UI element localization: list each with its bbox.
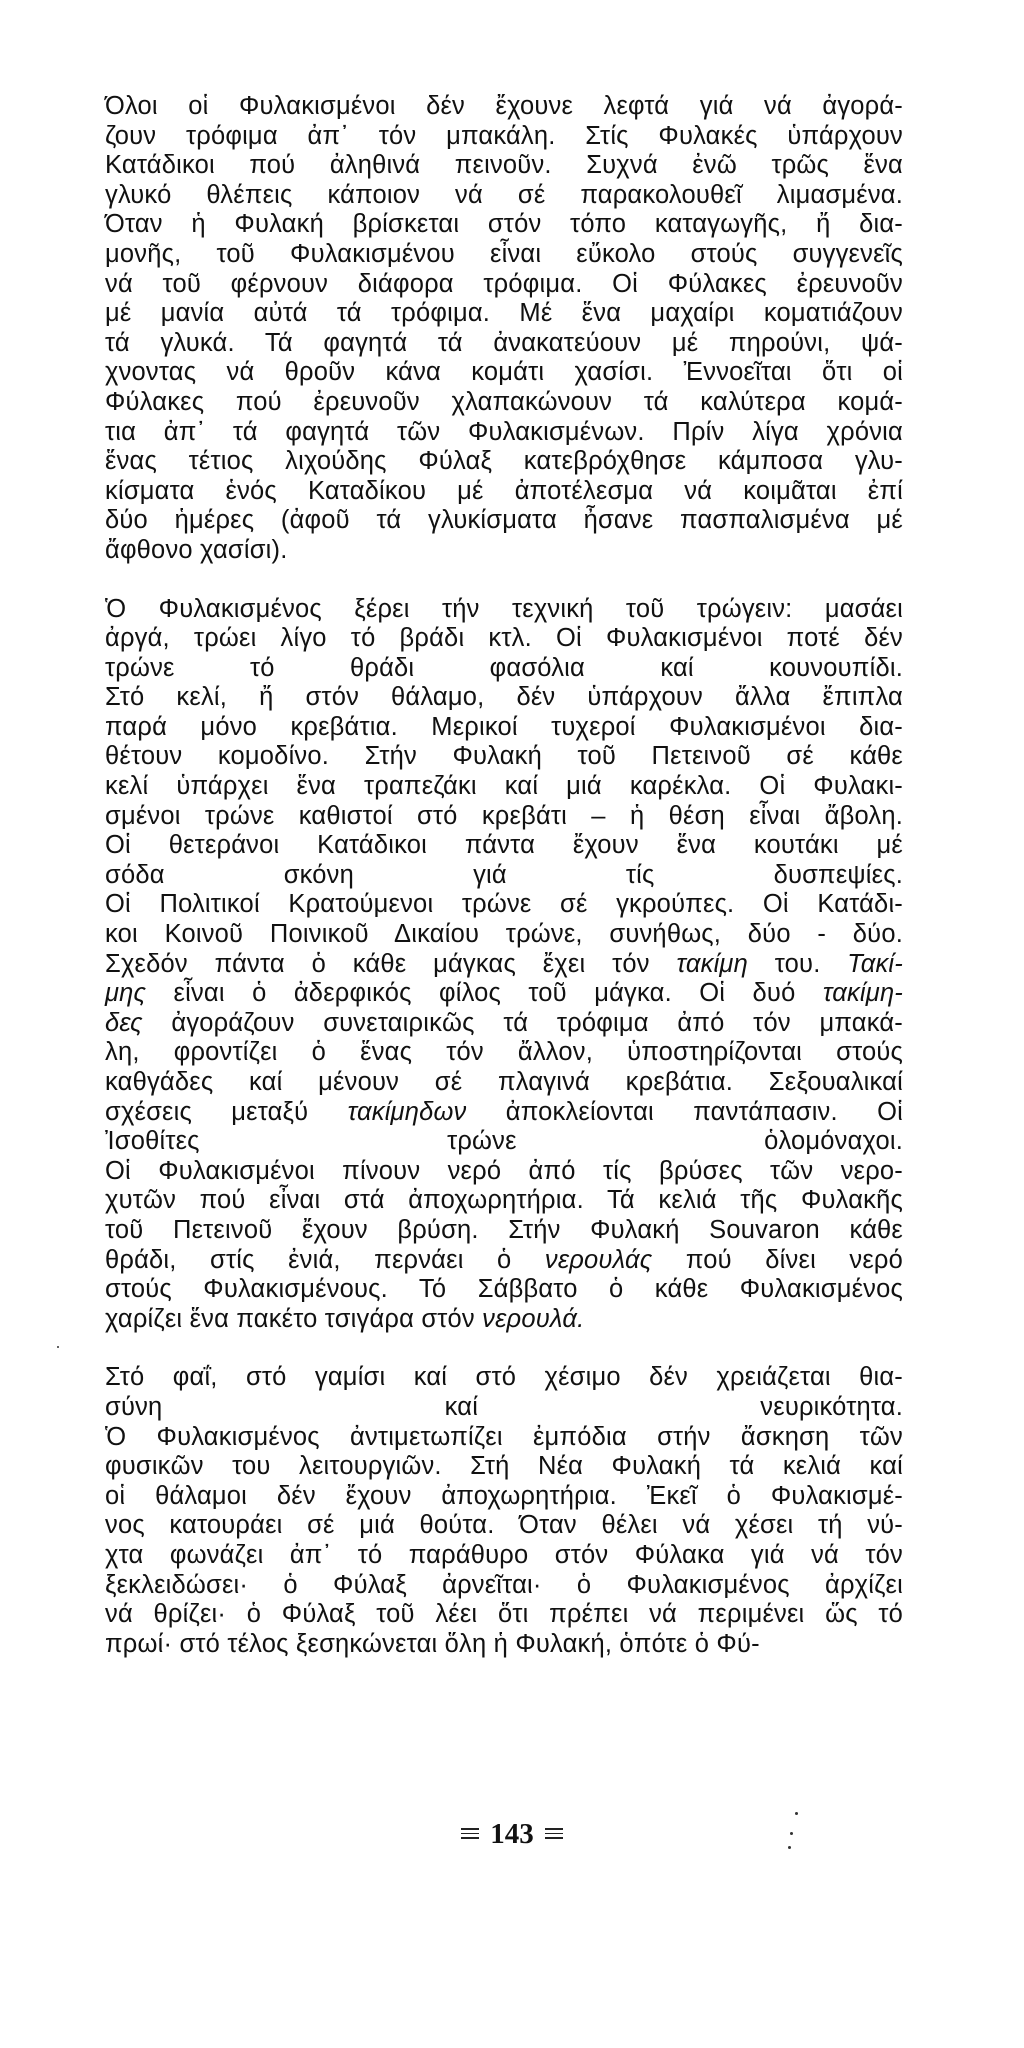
scan-speck — [790, 1832, 793, 1835]
text-line — [105, 536, 903, 566]
text-line — [105, 1482, 903, 1512]
text-segment: σμένοι τρώνε καθιστοί στό κρεβάτι – ἡ θέση εἶναι ἄβολη. — [105, 801, 903, 830]
text-line — [105, 299, 903, 329]
text-segment: φυσικῶν του λειτουργιῶν. Στή Νέα Φυλακή τά κελιά καί — [105, 1452, 903, 1481]
text-segment: Σχεδόν πάντα ὁ κάθε μάγκας ἔχει τόν — [105, 949, 677, 978]
text-line — [105, 151, 903, 181]
text-line — [105, 1246, 903, 1276]
text-line — [105, 861, 903, 891]
text-segment: Κατάδικοι πού ἀληθινά πεινοῦν. Συχνά ἐνῶ τρῶς ἕνα — [105, 151, 903, 180]
text-segment: σύνη καί νευρικότητα. — [105, 1392, 903, 1421]
text-segment: εἶναι ὁ ἀδερφικός φίλος τοῦ μάγκα. Οἱ δυό — [146, 979, 823, 1008]
text-segment: Ἰσοθίτες τρώνε ὁλομόναχοι. — [105, 1127, 903, 1156]
scan-speck — [57, 1346, 59, 1348]
text-segment: σχέσεις μεταξύ — [105, 1097, 348, 1126]
text-segment: Οἱ Πολιτικοί Κρατούμενοι τρώνε σέ γκρούπες. Οἱ Κατάδι- — [105, 890, 903, 919]
text-line — [105, 1363, 903, 1393]
text-line — [105, 1571, 903, 1601]
text-line — [105, 1068, 903, 1098]
text-line — [105, 1157, 903, 1187]
text-segment: δύο ἡμέρες (ἀφοῦ τά γλυκίσματα ἦσανε πασπαλισμένα μέ — [105, 506, 903, 535]
text-segment: καθγάδες καί μένουν σέ πλαγινά κρεβάτια. Σεξουαλικαί — [105, 1068, 903, 1096]
text-segment: νά θρίζει· ὁ Φύλαξ τοῦ λέει ὅτι πρέπει νά περιμένει ὥς τό — [105, 1600, 903, 1629]
text-segment: Οἱ Φυλακισμένοι πίνουν νερό ἀπό τίς βρύσες τῶν νερο- — [105, 1156, 903, 1185]
text-line — [105, 595, 903, 625]
text-segment: γλυκό θλέπεις κάποιον νά σέ παρακολουθεῖ λιμασμένα. — [105, 180, 903, 209]
text-segment: Όταν ἡ Φυλακή βρίσκεται στόν τόπο καταγωγῆς, ἤ δια- — [105, 210, 903, 239]
text-line — [105, 1423, 903, 1453]
text-line — [105, 1009, 903, 1039]
text-segment: χαρίζει ἕνα πακέτο τσιγάρα στόν — [105, 1304, 483, 1333]
text-line — [105, 418, 903, 448]
text-line — [105, 772, 903, 802]
italic-text: δες — [105, 1008, 143, 1037]
text-line — [105, 654, 903, 684]
text-segment: κελί ὑπάρχει ἕνα τραπεζάκι καί μιά καρέκλα. Οἱ Φυλακι- — [105, 772, 903, 801]
text-line — [105, 329, 903, 359]
text-segment: ζουν τρόφιμα ἀπ᾽ τόν μπακάλη. Στίς Φυλακές ὑπάρχουν — [105, 121, 903, 150]
text-segment: χτα φωνάζει ἀπ᾽ τό παράθυρο στόν Φύλακα γιά νά τόν — [105, 1540, 903, 1569]
text-segment: ἀποκλείονται παντάπασιν. Οἱ — [466, 1097, 903, 1126]
text-segment: κίσματα ἑνός Καταδίκου μέ ἀποτέλεσμα νά κοιμᾶται ἐπί — [105, 476, 903, 505]
left-ornament-icon — [460, 1824, 480, 1844]
text-segment: τρώνε τό θράδι φασόλια καί κουνουπίδι. — [105, 653, 903, 682]
text-line — [105, 122, 903, 152]
text-line — [105, 624, 903, 654]
text-line — [105, 802, 903, 832]
text-line — [105, 1216, 903, 1246]
italic-text: τακίμη- — [822, 979, 903, 1008]
text-line — [105, 477, 903, 507]
text-segment: Ὁ Φυλακισμένος ξέρει τήν τεχνική τοῦ τρώγειν: μασάει — [105, 594, 903, 623]
text-line — [105, 979, 903, 1009]
text-line — [105, 713, 903, 743]
text-segment: λη, φροντίζει ὁ ἕνας τόν ἄλλον, ὑποστηρίζονται στούς — [105, 1038, 903, 1067]
text-segment: πρωί· στό τέλος ξεσηκώνεται ὅλη ἡ Φυλακή, ὁπότε ὁ Φύ- — [105, 1629, 760, 1658]
text-line — [105, 1098, 903, 1128]
text-segment: χυτῶν πού εἶναι στά ἀποχωρητήρια. Τά κελιά τῆς Φυλακῆς — [105, 1186, 903, 1215]
text-segment: του. — [747, 949, 848, 978]
text-segment: ξεκλειδώσει· ὁ Φύλαξ ἀρνεῖται· ὁ Φυλακισμένος ἀρχίζει — [105, 1570, 903, 1599]
text-segment: κοι Κοινοῦ Ποινικοῦ Δικαίου τρώνε, συνήθως, δύο - δύο. — [105, 920, 903, 949]
text-line — [105, 1393, 903, 1423]
text-line — [105, 920, 903, 950]
text-segment: Στό κελί, ἤ στόν θάλαμο, δέν ὑπάρχουν ἄλλα ἔπιπλα — [105, 683, 903, 712]
text-line — [105, 831, 903, 861]
text-line — [105, 447, 903, 477]
text-segment: τια ἀπ᾽ τά φαγητά τῶν Φυλακισμένων. Πρίν λίγα χρόνια — [105, 417, 903, 446]
text-segment: τά γλυκά. Τά φαγητά τά ἀνακατεύουν μέ πηρούνι, ψά- — [105, 328, 903, 357]
text-line — [105, 358, 903, 388]
text-segment: ἕνας τέτιος λιχούδης Φύλαξ κατεβρόχθησε κάμποσα γλυ- — [105, 447, 903, 476]
text-line — [105, 742, 903, 772]
text-line — [105, 92, 903, 122]
text-line — [105, 506, 903, 536]
text-line — [105, 890, 903, 920]
text-segment: οἱ θάλαμοι δέν ἔχουν ἀποχωρητήρια. Ἐκεῖ ὁ Φυλακισμέ- — [105, 1481, 903, 1510]
italic-text: τακίμηδων — [347, 1097, 467, 1126]
paragraph-gap — [105, 1334, 903, 1363]
text-segment: στούς Φυλακισμένους. Τό Σάββατο ὁ κάθε Φυλακισμένος — [105, 1275, 903, 1304]
text-segment: Φύλακες πού ἐρευνοῦν χλαπακώνουν τά καλύτερα κομά- — [105, 387, 903, 416]
text-segment: μέ μανία αὐτά τά τρόφιμα. Μέ ἕνα μαχαίρι κοματιάζουν — [105, 299, 903, 328]
italic-text: Τακί- — [847, 949, 903, 978]
text-line — [105, 1038, 903, 1068]
text-segment: θέτουν κομοδίνο. Στήν Φυλακή τοῦ Πετεινοῦ σέ κάθε — [105, 742, 903, 771]
text-segment: νος κατουράει σέ μιά θούτα. Όταν θέλει νά χέσει τή νύ- — [105, 1511, 903, 1540]
paragraph — [105, 92, 903, 566]
text-segment: πού δίνει νερό — [652, 1245, 904, 1274]
text-line — [105, 1186, 903, 1216]
document-page — [105, 92, 903, 1659]
text-segment: παρά μόνο κρεβάτια. Μερικοί τυχεροί Φυλακισμένοι δια- — [105, 712, 903, 741]
text-line — [105, 1600, 903, 1630]
text-segment: σόδα σκόνη γιά τίς δυσπεψίες. — [105, 860, 903, 889]
paragraph — [105, 595, 903, 1335]
text-line — [105, 1305, 903, 1335]
italic-text: νερουλάς — [544, 1245, 653, 1274]
paragraph — [105, 1363, 903, 1659]
page-number: 143 — [490, 1817, 534, 1850]
scan-speck — [795, 1812, 798, 1815]
text-line — [105, 683, 903, 713]
text-segment: Ὁ Φυλακισμένος ἀντιμετωπίζει ἐμπόδια στήν ἄσκηση τῶν — [105, 1422, 903, 1451]
text-line — [105, 1127, 903, 1157]
text-line — [105, 1630, 903, 1660]
text-line — [105, 240, 903, 270]
right-ornament-icon — [544, 1824, 564, 1844]
text-line — [105, 210, 903, 240]
text-line — [105, 388, 903, 418]
italic-text: μης — [105, 979, 147, 1008]
text-segment: χνοντας νά θροῦν κάνα κομάτι χασίσι. Ἐννοεῖται ὅτι οἱ — [105, 358, 903, 387]
text-segment: θράδι, στίς ἐνιά, περνάει ὁ — [105, 1245, 545, 1274]
text-segment: τοῦ Πετεινοῦ ἔχουν βρύση. Στήν Φυλακή Souvaron κάθε — [105, 1215, 903, 1244]
page-footer — [0, 1814, 1024, 1854]
text-line — [105, 1452, 903, 1482]
text-line — [105, 950, 903, 980]
text-body — [105, 92, 903, 1659]
text-line — [105, 270, 903, 300]
text-segment: ἄφθονο χασίσι). — [105, 535, 288, 564]
text-segment: ἀργά, τρώει λίγο τό βράδι κτλ. Οἱ Φυλακισμένοι ποτέ δέν — [105, 624, 903, 653]
italic-text: τακίμη — [676, 949, 748, 978]
text-line — [105, 1541, 903, 1571]
scan-speck — [788, 1846, 791, 1849]
text-line — [105, 181, 903, 211]
text-segment: ἀγοράζουν συνεταιρικῶς τά τρόφιμα ἀπό τόν μπακά- — [142, 1008, 903, 1037]
paragraph-gap — [105, 566, 903, 595]
text-segment: μονῆς, τοῦ Φυλακισμένου εἶναι εὔκολο στούς συγγενεῖς — [105, 239, 903, 268]
text-line — [105, 1275, 903, 1305]
italic-text: νερουλά. — [482, 1304, 585, 1333]
text-segment: νά τοῦ φέρνουν διάφορα τρόφιμα. Οἱ Φύλακες ἐρευνοῦν — [105, 269, 903, 298]
text-segment: Στό φαΐ, στό γαμίσι καί στό χέσιμο δέν χρειάζεται θια- — [105, 1363, 903, 1392]
text-segment: Όλοι οἱ Φυλακισμένοι δέν ἔχουνε λεφτά γιά νά ἀγορά- — [105, 92, 903, 120]
text-segment: Οἱ θετεράνοι Κατάδικοι πάντα ἔχουν ἕνα κουτάκι μέ — [105, 831, 903, 860]
text-line — [105, 1511, 903, 1541]
